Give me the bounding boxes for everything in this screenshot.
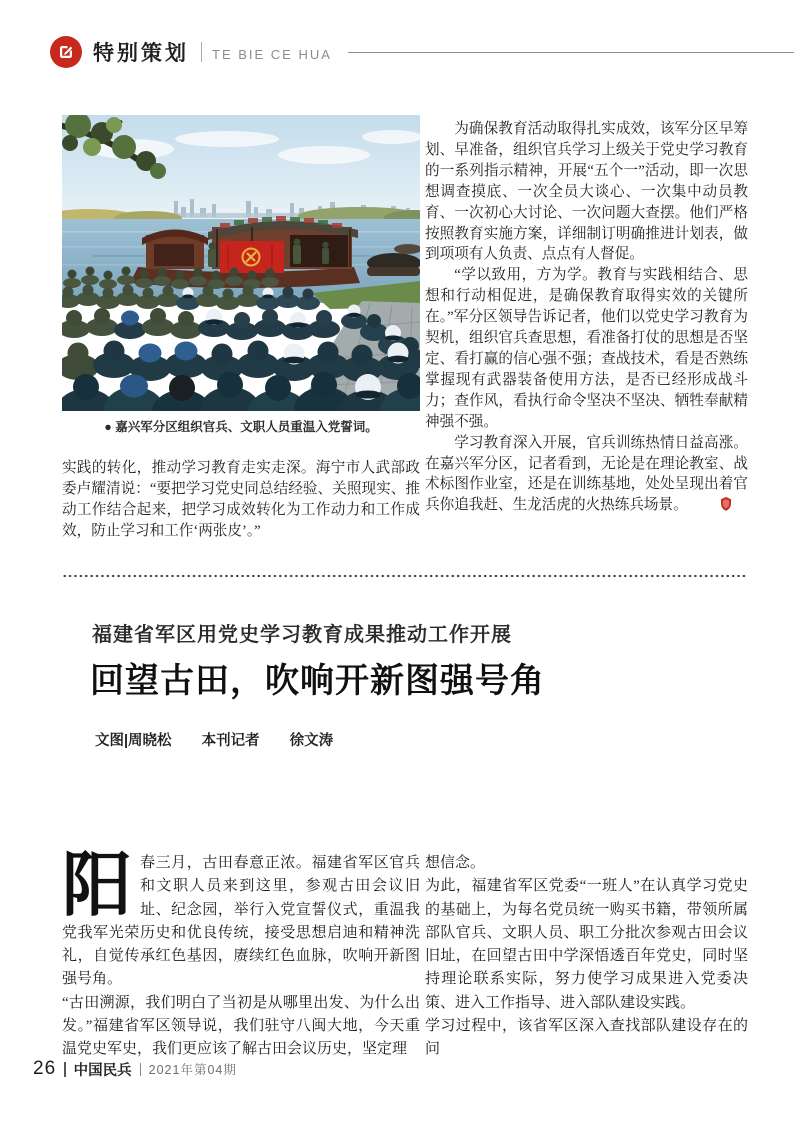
party-flag <box>220 241 284 273</box>
section-header <box>50 34 794 70</box>
intro-right-paragraph-1: 为确保教育活动取得扎实成效，该军分区早筹划、早准备，组织官兵学习上级关于党史学习教育的一系列指示精神，开展“五个一”活动，即一次思想调查摸底、一次全员大谈心、一次集中动员教育、一次初心大讨论、一次问题大查摆。他们严格按照教育实施方案，详细制订明确推进计划表，做到项项有人负责、点点有人督促。 <box>425 121 748 263</box>
header-rule <box>348 52 794 53</box>
ceremony-photo <box>62 115 420 411</box>
magazine-end-shield-icon <box>691 497 703 511</box>
drop-cap: 阳 <box>62 848 132 925</box>
feature-left-paragraph-2: “古田溯源，我们明白了当初是从哪里出发、为什么出发。”福建省军区领导说，我们驻守八闽大地，今天重温党史军史，我们更应该了解古田会议历史，坚定理 <box>62 994 420 1058</box>
byline-author: 文图|周晓松 <box>95 733 172 749</box>
feature-right-continuation: 想信念。 <box>425 855 486 871</box>
feature-right-paragraph-2: 学习过程中，该省军区深入查找部队建设存在的问 <box>425 1018 748 1058</box>
intro-left-paragraph: 实践的转化，推动学习教育走实走深。海宁市人武部政委卢耀清说：“要把学习党史同总结经验、关照现实、推动工作结合起来，把学习成效转化为工作动力和工作成效，防止学习和工作‘两张皮’。” <box>62 460 420 539</box>
page-number: 26 <box>33 1058 57 1079</box>
byline-role: 本刊记者 <box>201 733 260 749</box>
section-subtitle: TE BIE CE HUA <box>212 46 332 62</box>
section-title: 特别策划 <box>93 42 189 65</box>
article-kicker: 福建省军区用党史学习教育成果推动工作开展 <box>92 624 512 646</box>
magazine-name: 中国民兵 <box>73 1062 132 1079</box>
photo-caption: ● 嘉兴军分区组织官兵、文职人员重温入党誓词。 <box>104 420 378 434</box>
header-divider <box>201 42 202 62</box>
intro-right-paragraph-3 <box>425 433 748 517</box>
feature-left-column <box>62 848 420 1062</box>
byline-reporter: 徐文涛 <box>289 733 334 749</box>
intro-right-paragraph-3-text: 学习教育深入开展，官兵训练热情日益高涨。在嘉兴军分区，记者看到，无论是在理论教室、战术标图作业室，还是在训练基地，处处呈现出着官兵你追我赶、生龙活虎的火热练兵场景。 <box>425 434 748 514</box>
ceremony-photo-illustration <box>62 115 420 411</box>
footer-divider <box>140 1063 141 1076</box>
intro-right-paragraph-2: “学以致用，方为学。教育与实践相结合、思想和行动相促进，是确保教育取得实效的关键所在。”军分区领导告诉记者，他们以党史学习教育为契机，组织官兵查思想，看准备打仗的思想是否坚定、看打赢的信心强不强；查战技术，看是否熟练掌握现有武器装备使用方法，是否已经形成战斗力；查作风，看执行命令坚决不坚决、牺牲奉献精神强不强。 <box>425 267 748 430</box>
page-footer <box>33 1058 237 1080</box>
intro-right-column <box>425 119 748 516</box>
feature-right-paragraph-1: 为此，福建省军区党委“一班人”在认真学习党史的基础上，为每名党员统一购买书籍，带领所属部队官兵、文职人员、职工分批次参观古田会议旧址，在回望古田中学深悟透百年党史，同时坚持理论联系实际，努力使学习成果进入党委决策、进入工作指导、进入部队建设实践。 <box>425 878 748 1011</box>
dotted-divider <box>62 574 748 578</box>
footer-divider <box>64 1062 66 1077</box>
intro-left-column <box>62 458 420 542</box>
feature-left-paragraph-1 <box>62 848 420 992</box>
feature-left-paragraph-1-text: 春三月，古田春意正浓。福建省军区官兵和文职人员来到这里，参观古田会议旧址、纪念园，举行入党宣誓仪式，重温我党我军光荣历史和优良传统，接受思想启迪和精神洗礼，自觉传承红色基因，赓续红色血脉，吹响开新图强号角。 <box>62 855 420 988</box>
edit-pencil-icon <box>50 36 82 68</box>
issue-label: 2021年第04期 <box>148 1063 237 1077</box>
feature-right-column <box>425 852 748 1062</box>
article-title: 回望古田，吹响开新图强号角 <box>90 662 545 700</box>
article-byline <box>95 729 333 750</box>
